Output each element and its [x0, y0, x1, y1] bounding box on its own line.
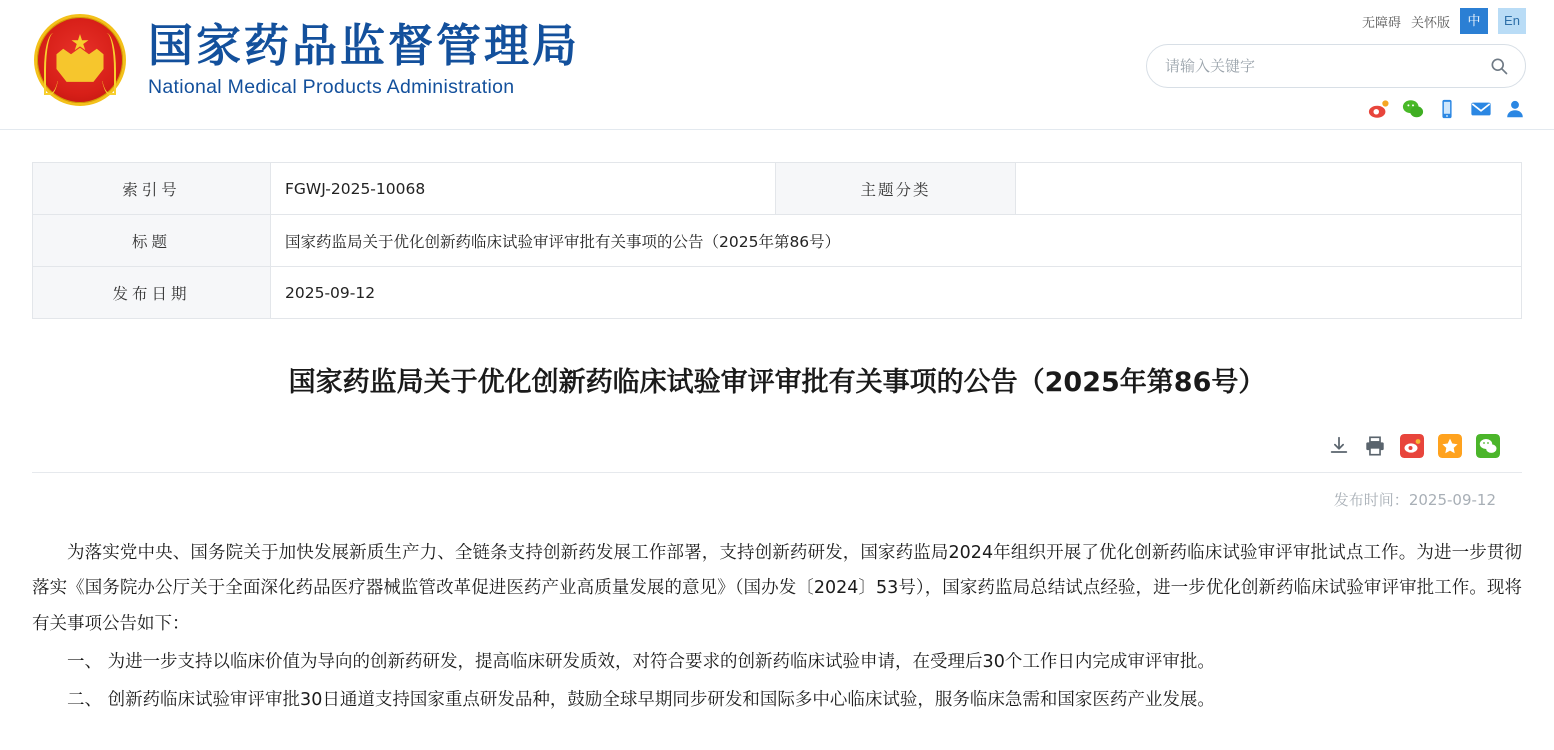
publish-time-value: 2025-09-12: [1408, 490, 1496, 509]
article-paragraph: 一、 为进一步支持以临床价值为导向的创新药研发，提高临床研发质效，对符合要求的创新药临床试验申请，在受理后30个工作日内完成审评审批。: [67, 652, 1215, 673]
publish-time-label: 发布时间：: [1333, 490, 1409, 509]
favorite-star-icon[interactable]: [1438, 434, 1462, 458]
site-header: [0, 0, 1554, 130]
meta-label-publish-date: 发布日期: [33, 267, 271, 319]
wechat-share-icon[interactable]: [1476, 434, 1500, 458]
download-icon[interactable]: [1328, 435, 1350, 457]
meta-label-title: 标题: [33, 215, 271, 267]
publish-time: [32, 473, 1522, 510]
table-row: [33, 215, 1522, 267]
national-emblem-icon: ★: [34, 14, 126, 106]
wechat-icon[interactable]: [1402, 98, 1424, 120]
site-title-cn: 国家药品监督管理局: [148, 18, 581, 72]
top-links: [1146, 8, 1526, 34]
lang-switch-en[interactable]: En: [1498, 8, 1526, 34]
page-title: 国家药监局关于优化创新药临床试验审评审批有关事项的公告（2025年第86号）: [288, 367, 1266, 398]
page-body: [32, 130, 1522, 719]
search-box[interactable]: [1146, 44, 1526, 88]
search-icon[interactable]: [1489, 56, 1509, 76]
weibo-share-icon[interactable]: [1400, 434, 1424, 458]
document-meta-table: [32, 162, 1522, 319]
article-body: [32, 536, 1522, 719]
site-title-en: National Medical Products Administration: [148, 76, 515, 99]
article-paragraph: 为落实党中央、国务院关于加快发展新质生产力、全链条支持创新药发展工作部署，支持创新药研发，国家药监局2024年组织开展了优化创新药临床试验审评审批试点工作。为进一步贯彻落实《国务院办公厅关于全面深化药品医疗器械监管改革促进医药产业高质量发展的意见》（国办发〔2024〕53号），国家药监局总结试点经验，进一步优化创新药临床试验审评审批工作。现将有关事项公告如下：: [32, 542, 1522, 635]
print-icon[interactable]: [1364, 435, 1386, 457]
meta-label-index: 索引号: [33, 163, 271, 215]
accessibility-link[interactable]: 无障碍: [1361, 14, 1401, 30]
mail-icon[interactable]: [1470, 98, 1492, 120]
article-paragraph: 二、 创新药临床试验审评审批30日通道支持国家重点研发品种，鼓励全球早期同步研发和国际多中心临床试验，服务临床急需和国家医药产业发展。: [67, 690, 1215, 710]
lang-switch-cn[interactable]: 中: [1460, 8, 1488, 34]
table-row: [33, 163, 1522, 215]
search-input[interactable]: [1163, 56, 1489, 76]
site-brand[interactable]: [34, 14, 580, 106]
meta-value-title: 国家药监局关于优化创新药临床试验审评审批有关事项的公告（2025年第86号）: [271, 215, 1522, 267]
weibo-icon[interactable]: [1368, 98, 1390, 120]
care-version-link[interactable]: 关怀版: [1410, 14, 1450, 30]
meta-value-index: FGWJ-2025-10068: [271, 163, 776, 215]
meta-value-category: [1016, 163, 1522, 215]
document-toolbar: [32, 434, 1522, 458]
header-right: [1146, 8, 1526, 120]
table-row: [33, 267, 1522, 319]
meta-label-category: 主题分类: [776, 163, 1016, 215]
social-links: [1146, 98, 1526, 120]
mobile-icon[interactable]: [1436, 98, 1458, 120]
user-icon[interactable]: [1504, 98, 1526, 120]
meta-value-publish-date: 2025-09-12: [271, 267, 1522, 319]
